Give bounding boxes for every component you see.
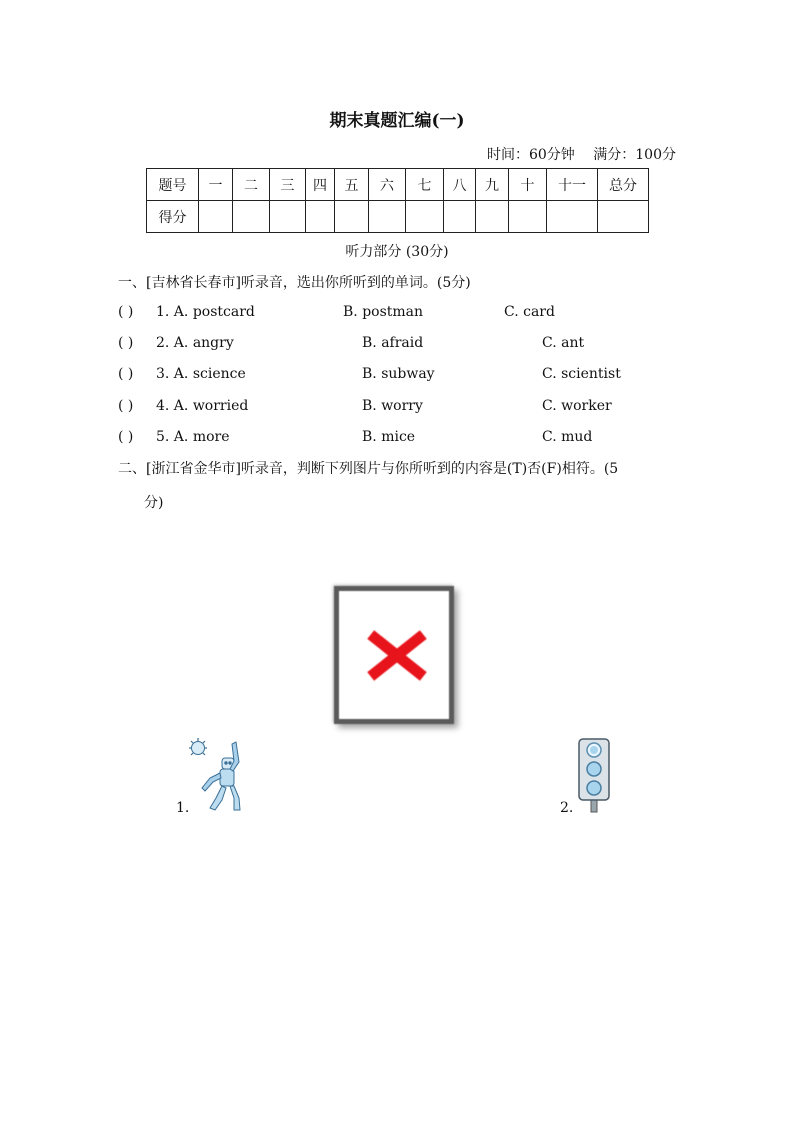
- table-cell: 九: [476, 169, 509, 201]
- exam-meta: [487, 144, 676, 164]
- part2-title: [118, 452, 680, 520]
- question-item: [118, 398, 678, 418]
- table-cell: 五: [335, 169, 369, 201]
- option-a: 5. A. more: [156, 429, 230, 445]
- broken-image-placeholder: [334, 586, 454, 724]
- score-cell[interactable]: [369, 201, 406, 233]
- part1-title: 一、[吉林省长春市]听录音，选出你所听到的单词。(5分): [118, 275, 471, 291]
- option-a: 4. A. worried: [156, 398, 249, 414]
- table-cell: 十一: [547, 169, 598, 201]
- option-b: B. mice: [362, 429, 416, 445]
- part2-title-line1: 二、[浙江省金华市]听录音，判断下列图片与你所听到的内容是(T)否(F)相符。(5: [118, 461, 619, 477]
- table-cell: 七: [406, 169, 444, 201]
- option-a: 1. A. postcard: [156, 304, 255, 320]
- score-cell[interactable]: [547, 201, 598, 233]
- page-title: 期末真题汇编(一): [329, 111, 465, 131]
- option-a: 3. A. science: [156, 366, 246, 382]
- option-b: B. afraid: [362, 335, 424, 351]
- error-x-icon: [339, 591, 449, 719]
- robot-icon: [186, 738, 248, 814]
- part2-title-line2: 分): [144, 495, 164, 511]
- table-cell: 一: [199, 169, 233, 201]
- option-c: C. scientist: [542, 366, 621, 382]
- answer-blank[interactable]: ( ): [118, 429, 134, 445]
- score-cell[interactable]: [509, 201, 547, 233]
- answer-blank[interactable]: ( ): [118, 366, 134, 382]
- score-cell[interactable]: [476, 201, 509, 233]
- table-cell: 得分: [147, 201, 199, 233]
- picture-1-label: 1.: [176, 800, 190, 816]
- table-cell: 六: [369, 169, 406, 201]
- option-c: C. card: [504, 304, 555, 320]
- option-c: C. ant: [542, 335, 585, 351]
- answer-blank[interactable]: ( ): [118, 335, 134, 351]
- score-cell[interactable]: [444, 201, 476, 233]
- score-cell[interactable]: [270, 201, 306, 233]
- picture-2-label: 2.: [560, 800, 574, 816]
- option-c: C. worker: [542, 398, 612, 414]
- question-item: [118, 366, 678, 386]
- score-cell[interactable]: [233, 201, 270, 233]
- question-item: [118, 304, 678, 324]
- exam-time: 时间：60分钟: [486, 147, 575, 163]
- option-b: B. subway: [362, 366, 435, 382]
- table-cell: 十: [509, 169, 547, 201]
- table-cell: 题号: [147, 169, 199, 201]
- score-table-header-row: [147, 169, 649, 201]
- score-cell[interactable]: [199, 201, 233, 233]
- answer-blank[interactable]: ( ): [118, 304, 134, 320]
- score-table-score-row: [147, 201, 649, 233]
- traffic-light-icon: [576, 738, 612, 814]
- score-cell[interactable]: [306, 201, 335, 233]
- question-item: [118, 429, 678, 449]
- option-b: B. postman: [343, 304, 424, 320]
- table-cell: 四: [306, 169, 335, 201]
- exam-full-score: 满分：100分: [593, 147, 676, 163]
- table-cell: 八: [444, 169, 476, 201]
- table-cell: 总分: [598, 169, 649, 201]
- option-b: B. worry: [362, 398, 423, 414]
- option-c: C. mud: [542, 429, 593, 445]
- score-cell[interactable]: [598, 201, 649, 233]
- answer-blank[interactable]: ( ): [118, 398, 134, 414]
- score-table: [146, 168, 649, 233]
- table-cell: 二: [233, 169, 270, 201]
- table-cell: 三: [270, 169, 306, 201]
- listening-section-heading: 听力部分 (30分): [345, 244, 449, 260]
- option-a: 2. A. angry: [156, 335, 234, 351]
- score-cell[interactable]: [335, 201, 369, 233]
- score-cell[interactable]: [406, 201, 444, 233]
- question-item: [118, 335, 678, 355]
